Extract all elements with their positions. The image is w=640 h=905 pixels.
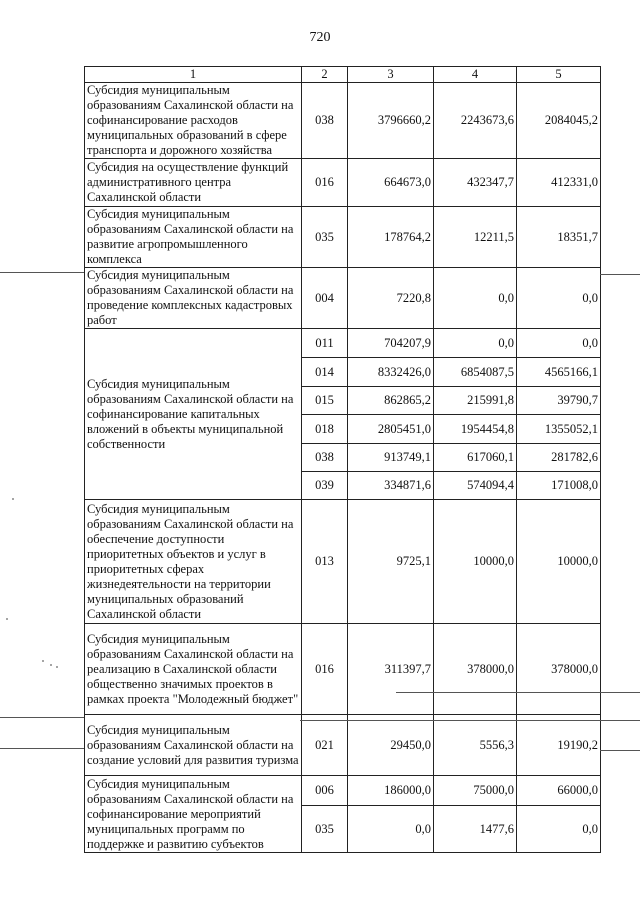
subsidy-name: Субсидия муниципальным образованиям Сахалинской области на обеспечение доступности приоритетных объектов и услуг в приоритетных сферах жизнедеятельности на территории муниципальных образований Сахалинской области [85, 500, 302, 624]
value-col-3: 2805451,0 [348, 415, 434, 444]
scan-artifact-line [0, 272, 84, 273]
header-col-5: 5 [517, 67, 601, 83]
table-row [85, 500, 601, 624]
header-col-3: 3 [348, 67, 434, 83]
value-col-4: 1477,6 [434, 806, 517, 853]
value-col-3: 3796660,2 [348, 83, 434, 159]
code-cell: 016 [302, 624, 348, 715]
code-cell: 039 [302, 472, 348, 500]
subsidy-name: Субсидия муниципальным образованиям Сахалинской области на проведение комплексных кадастровых работ [85, 268, 302, 329]
scan-artifact-line [0, 717, 84, 718]
subsidy-name: Субсидия муниципальным образованиям Сахалинской области на софинансирование расходов муниципальных образований в сфере транспорта и дорожного хозяйства [85, 83, 302, 159]
code-cell: 018 [302, 415, 348, 444]
value-col-3: 29450,0 [348, 715, 434, 776]
value-col-5: 171008,0 [517, 472, 601, 500]
value-col-5: 66000,0 [517, 776, 601, 806]
value-col-3: 862865,2 [348, 387, 434, 415]
value-col-5: 412331,0 [517, 159, 601, 207]
value-col-5: 1355052,1 [517, 415, 601, 444]
table-body [85, 83, 601, 853]
value-col-4: 5556,3 [434, 715, 517, 776]
scan-artifact-line [600, 274, 640, 275]
value-col-5: 19190,2 [517, 715, 601, 776]
value-col-4: 617060,1 [434, 444, 517, 472]
code-cell: 013 [302, 500, 348, 624]
header-col-1: 1 [85, 67, 302, 83]
code-cell: 035 [302, 207, 348, 268]
header-col-4: 4 [434, 67, 517, 83]
value-col-5: 281782,6 [517, 444, 601, 472]
code-cell: 006 [302, 776, 348, 806]
value-col-5: 4565166,1 [517, 358, 601, 387]
page-number: 720 [309, 30, 331, 45]
value-col-4: 0,0 [434, 329, 517, 358]
scan-artifact-line [0, 748, 84, 749]
code-cell: 015 [302, 387, 348, 415]
subsidy-name: Субсидия муниципальным образованиям Сахалинской области на создание условий для развития туризма [85, 715, 302, 776]
value-col-3: 9725,1 [348, 500, 434, 624]
value-col-4: 6854087,5 [434, 358, 517, 387]
value-col-4: 10000,0 [434, 500, 517, 624]
table-header [85, 67, 601, 83]
value-col-3: 0,0 [348, 806, 434, 853]
value-col-3: 334871,6 [348, 472, 434, 500]
table-row [85, 715, 601, 776]
table-row [85, 329, 601, 358]
value-col-5: 378000,0 [517, 624, 601, 715]
value-col-5: 0,0 [517, 806, 601, 853]
header-col-2: 2 [302, 67, 348, 83]
subsidy-name: Субсидия на осуществление функций административного центра Сахалинской области [85, 159, 302, 207]
subsidy-name: Субсидия муниципальным образованиям Сахалинской области на реализацию в Сахалинской области общественно значимых проектов в рамках проекта "Молодежный бюджет" [85, 624, 302, 715]
code-cell: 016 [302, 159, 348, 207]
budget-table [84, 66, 601, 853]
value-col-3: 913749,1 [348, 444, 434, 472]
value-col-4: 12211,5 [434, 207, 517, 268]
value-col-5: 2084045,2 [517, 83, 601, 159]
subsidy-name: Субсидия муниципальным образованиям Сахалинской области на развитие агропромышленного комплекса [85, 207, 302, 268]
scan-artifact-speck [6, 618, 8, 620]
table-row [85, 159, 601, 207]
table-row [85, 624, 601, 715]
code-cell: 004 [302, 268, 348, 329]
subsidy-name: Субсидия муниципальным образованиям Сахалинской области на софинансирование капитальных вложений в объекты муниципальной собственности [85, 329, 302, 500]
value-col-5: 18351,7 [517, 207, 601, 268]
value-col-4: 215991,8 [434, 387, 517, 415]
value-col-3: 664673,0 [348, 159, 434, 207]
code-cell: 014 [302, 358, 348, 387]
value-col-3: 186000,0 [348, 776, 434, 806]
value-col-4: 2243673,6 [434, 83, 517, 159]
code-cell: 021 [302, 715, 348, 776]
scan-artifact-line [396, 692, 640, 693]
code-cell: 011 [302, 329, 348, 358]
value-col-4: 1954454,8 [434, 415, 517, 444]
value-col-5: 0,0 [517, 268, 601, 329]
code-cell: 038 [302, 83, 348, 159]
value-col-3: 704207,9 [348, 329, 434, 358]
value-col-5: 39790,7 [517, 387, 601, 415]
scan-artifact-line [300, 720, 640, 721]
scan-artifact-line [600, 750, 640, 751]
scan-artifact-speck [56, 666, 58, 668]
table-row [85, 268, 601, 329]
subsidy-name: Субсидия муниципальным образованиям Сахалинской области на софинансирование мероприятий муниципальных программ по поддержке и развитию субъектов [85, 776, 302, 853]
header-row [85, 67, 601, 83]
scan-artifact-speck [42, 660, 44, 662]
table-row [85, 83, 601, 159]
table-row [85, 207, 601, 268]
value-col-4: 574094,4 [434, 472, 517, 500]
table-row [85, 776, 601, 806]
value-col-4: 75000,0 [434, 776, 517, 806]
value-col-3: 178764,2 [348, 207, 434, 268]
value-col-5: 10000,0 [517, 500, 601, 624]
scan-artifact-speck [12, 498, 14, 500]
code-cell: 035 [302, 806, 348, 853]
value-col-5: 0,0 [517, 329, 601, 358]
value-col-3: 7220,8 [348, 268, 434, 329]
value-col-4: 378000,0 [434, 624, 517, 715]
scan-artifact-speck [50, 664, 52, 666]
value-col-4: 0,0 [434, 268, 517, 329]
value-col-4: 432347,7 [434, 159, 517, 207]
value-col-3: 8332426,0 [348, 358, 434, 387]
code-cell: 038 [302, 444, 348, 472]
value-col-3: 311397,7 [348, 624, 434, 715]
